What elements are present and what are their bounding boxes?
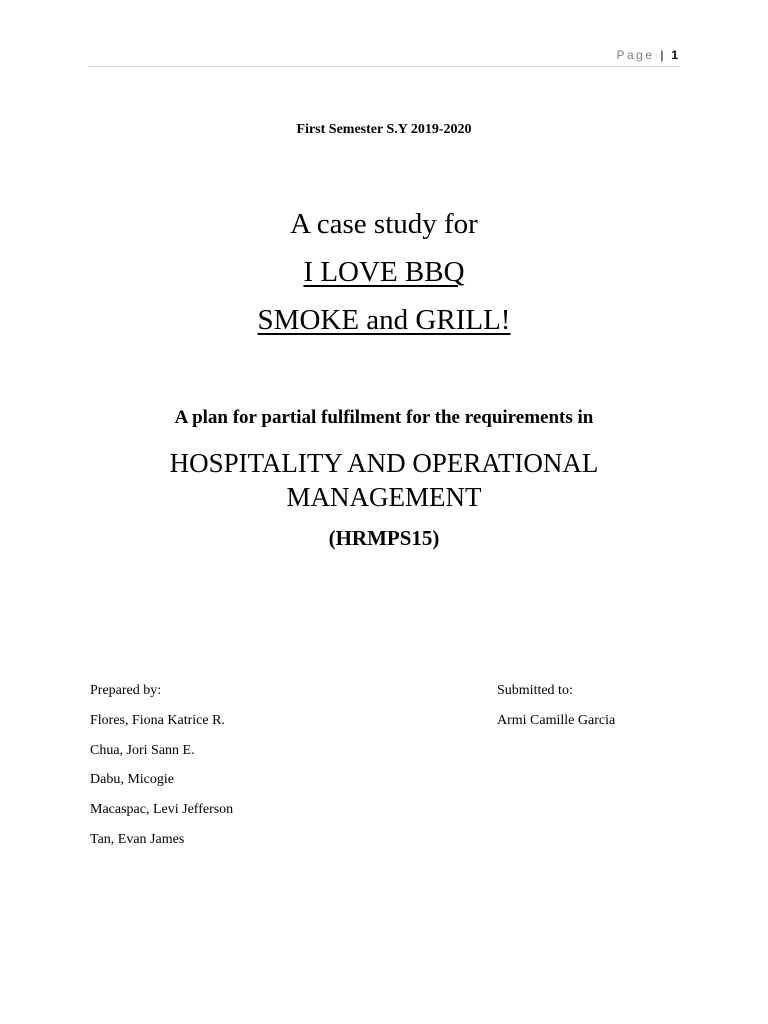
recipient-name: Armi Camille Garcia [497,712,616,728]
semester-line: First Semester S.Y 2019-2020 [296,122,472,137]
page-separator: | [660,48,664,62]
plan-statement: A plan for partial fulfilment for the requirements in [174,407,594,428]
title-line-2-text: SMOKE and GRILL! [257,304,511,336]
author-name: Flores, Fiona Katrice R. [90,712,225,728]
course-code: (HRMPS15) [328,526,440,550]
prepared-by-label: Prepared by: [90,683,162,698]
title-line-2 [0,304,768,337]
course-title-line-1: HOSPITALITY AND OPERATIONAL [169,448,599,478]
title-line-1-text: I LOVE BBQ [303,256,465,288]
page-header [88,44,680,67]
prepared-by-block [90,683,233,862]
author-name: Tan, Evan James [90,831,185,847]
page-number-indicator [616,48,678,62]
course-title [0,446,768,514]
author-name: Chua, Jori Sann E. [90,742,195,758]
title-line-1 [0,256,768,289]
case-study-heading: A case study for [290,208,478,240]
course-title-line-2: MANAGEMENT [286,482,482,512]
page-number: 1 [671,48,678,62]
submitted-to-block [497,683,615,743]
submitted-to-label: Submitted to: [497,683,573,698]
author-name: Macaspac, Levi Jefferson [90,802,234,818]
page-label: Page [616,48,655,62]
author-name: Dabu, Micogie [90,772,174,788]
